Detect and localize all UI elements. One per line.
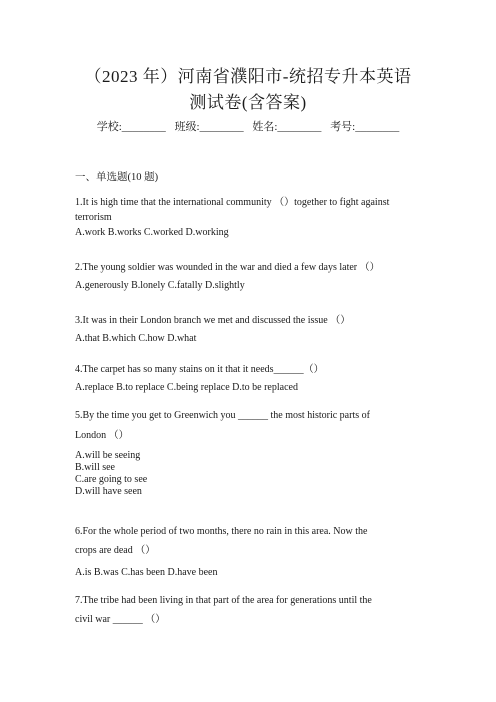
- question-7-stem-cont: civil war ______ （）: [75, 614, 166, 625]
- question-7-stem: 7.The tribe had been living in that part of the area for generations until the: [75, 595, 372, 606]
- exam-title-line1: （2023 年）河南省濮阳市-统招专升本英语: [84, 67, 412, 86]
- question-5-option-c: C.are going to see: [75, 474, 148, 485]
- exam-title-line2: 测试卷(含答案): [189, 93, 307, 112]
- question-3-stem: 3.It was in their London branch we met and discussed the issue （）: [75, 315, 351, 326]
- question-6-options: A.is B.was C.has been D.have been: [75, 567, 218, 578]
- section-heading: 一、单选题(10 题): [75, 172, 159, 183]
- class-field: 班级:________: [174, 121, 244, 133]
- question-5-option-d: D.will have seen: [75, 486, 142, 497]
- question-5-stem: 5.By the time you get to Greenwich you ______ the most historic parts of: [75, 410, 370, 421]
- question-4-options: A.replace B.to replace C.being replace D.to be replaced: [75, 382, 298, 393]
- question-6-stem: 6.For the whole period of two months, there no rain in this area. Now the: [75, 526, 368, 537]
- question-1-stem-cont: terrorism: [75, 212, 112, 223]
- question-3-options: A.that B.which C.how D.what: [75, 333, 197, 344]
- question-1-stem: 1.It is high time that the international community （）together to fight against: [75, 197, 390, 208]
- question-1-options: A.work B.works C.worked D.working: [75, 227, 229, 238]
- question-4-stem: 4.The carpet has so many stains on it that it needs______（）: [75, 364, 324, 375]
- question-6-stem-cont: crops are dead （）: [75, 545, 156, 556]
- question-5-option-a: A.will be seeing: [75, 450, 141, 461]
- name-field: 姓名:________: [252, 121, 322, 133]
- question-2-stem: 2.The young soldier was wounded in the war and died a few days later （）: [75, 262, 380, 273]
- question-2-options: A.generously B.lonely C.fatally D.slightly: [75, 280, 245, 291]
- student-info-row: [0, 118, 496, 134]
- school-field: 学校:________: [96, 121, 166, 133]
- exam-number-field: 考号:________: [330, 121, 400, 133]
- question-5-stem-cont: London （）: [75, 430, 129, 441]
- question-5-option-b: B.will see: [75, 462, 115, 473]
